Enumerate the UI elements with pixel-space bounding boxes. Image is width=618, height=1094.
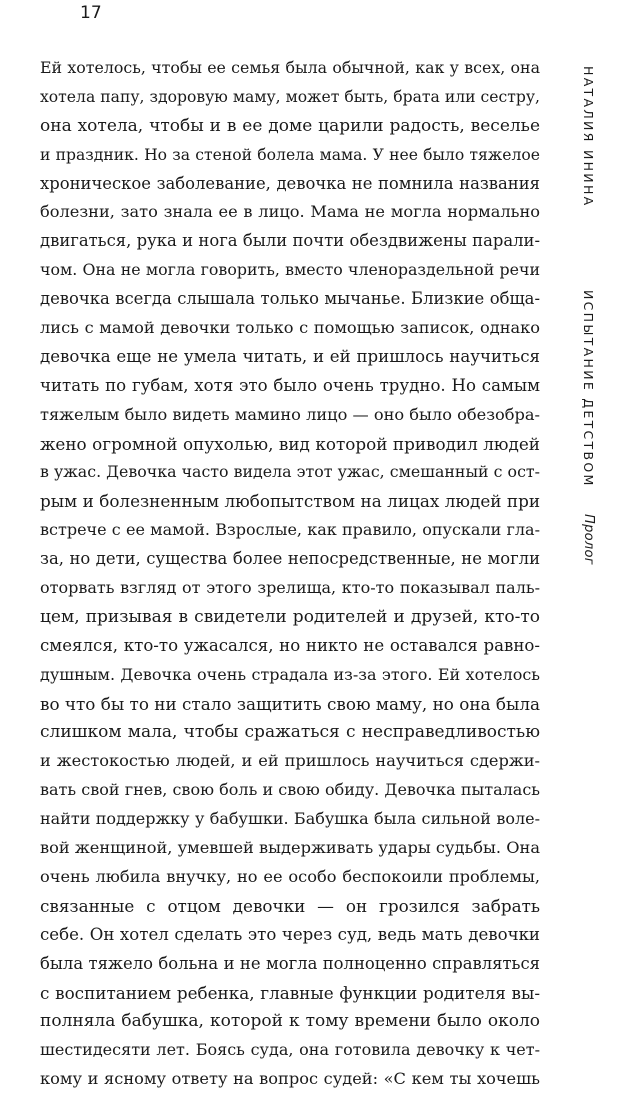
text-line: двигаться, рука и нога были почти обездвижены парали- bbox=[40, 231, 540, 251]
text-line: девочка еще не умела читать, и ей пришлось научиться bbox=[40, 346, 540, 366]
text-line: кому и ясному ответу на вопрос судей: «С кем ты хочешь bbox=[40, 1069, 540, 1089]
running-head-author: НАТАЛИЯ ИНИНА bbox=[581, 66, 596, 208]
text-line: оторвать взгляд от этого зрелища, кто-то показывал паль- bbox=[40, 578, 540, 598]
text-line: цем, призывая в свидетели родителей и друзей, кто-то bbox=[40, 606, 540, 627]
text-line: была тяжело больна и не могла полноценно справляться bbox=[40, 953, 540, 973]
text-line: встрече с ее мамой. Взрослые, как правило, опускали гла- bbox=[40, 520, 540, 540]
text-line: вой женщиной, умевшей выдерживать удары судьбы. Она bbox=[40, 838, 540, 858]
running-head-title: ИСПЫТАНИЕ ДЕТСТВОМ bbox=[581, 290, 596, 488]
running-head-chapter: Пролог bbox=[581, 514, 596, 565]
text-line: смеялся, кто-то ужасался, но никто не оставался равно- bbox=[40, 635, 540, 655]
text-line: очень любила внучку, но ее особо беспокоили проблемы, bbox=[40, 866, 540, 886]
text-line: девочка всегда слышала только мычанье. Близкие обща- bbox=[40, 289, 540, 309]
text-line: она хотела, чтобы и в ее доме царили радость, веселье bbox=[40, 115, 540, 136]
page-number: 17 bbox=[80, 3, 102, 23]
text-line: связанные с отцом девочки — он грозился забрать bbox=[40, 895, 540, 916]
text-line: себе. Он хотел сделать это через суд, ведь мать девочки bbox=[40, 924, 540, 944]
running-head-strip bbox=[568, 54, 608, 565]
text-line: хотела папу, здоровую маму, может быть, брата или сестру, bbox=[40, 87, 540, 106]
text-line: полняла бабушка, которой к тому времени было около bbox=[40, 1011, 540, 1032]
text-line: лись с мамой девочки только с помощью записок, однако bbox=[40, 318, 540, 338]
text-line: и праздник. Но за стеной болела мама. У нее было тяжелое bbox=[40, 145, 540, 164]
text-line: чом. Она не могла говорить, вместо членораздельной речи bbox=[40, 260, 540, 280]
text-line: за, но дети, существа более непосредственные, не могли bbox=[40, 549, 540, 569]
text-line: хроническое заболевание, девочка не помнила названия bbox=[40, 173, 540, 193]
text-line: вать свой гнев, свою боль и свою обиду. Девочка пыталась bbox=[40, 780, 540, 800]
text-line: рым и болезненным любопытством на лицах людей при bbox=[40, 491, 540, 512]
text-line: в ужас. Девочка часто видела этот ужас, смешанный с ост- bbox=[40, 462, 540, 482]
text-line: душным. Девочка очень страдала из-за этого. Ей хотелось bbox=[40, 664, 540, 684]
text-line: и жестокостью людей, и ей пришлось научиться сдержи- bbox=[40, 751, 540, 771]
text-line: жено огромной опухолью, вид которой приводил людей bbox=[40, 433, 540, 454]
text-line: болезни, зато знала ее в лицо. Мама не могла нормально bbox=[40, 202, 540, 222]
text-line: читать по губам, хотя это было очень трудно. Но самым bbox=[40, 375, 540, 395]
text-line: шестидесяти лет. Боясь суда, она готовила девочку к чет- bbox=[40, 1040, 540, 1060]
text-line: слишком мала, чтобы сражаться с несправедливостью bbox=[40, 722, 540, 743]
text-line: тяжелым было видеть мамино лицо — оно было обезобра- bbox=[40, 404, 540, 424]
text-line: Ей хотелось, чтобы ее семья была обычной, как у всех, она bbox=[40, 58, 540, 77]
text-line: с воспитанием ребенка, главные функции родителя вы- bbox=[40, 982, 540, 1003]
text-line: найти поддержку у бабушки. Бабушка была сильной воле- bbox=[40, 809, 540, 829]
text-line: во что бы то ни стало защитить свою маму, но она была bbox=[40, 693, 540, 714]
body-text bbox=[40, 54, 540, 1094]
